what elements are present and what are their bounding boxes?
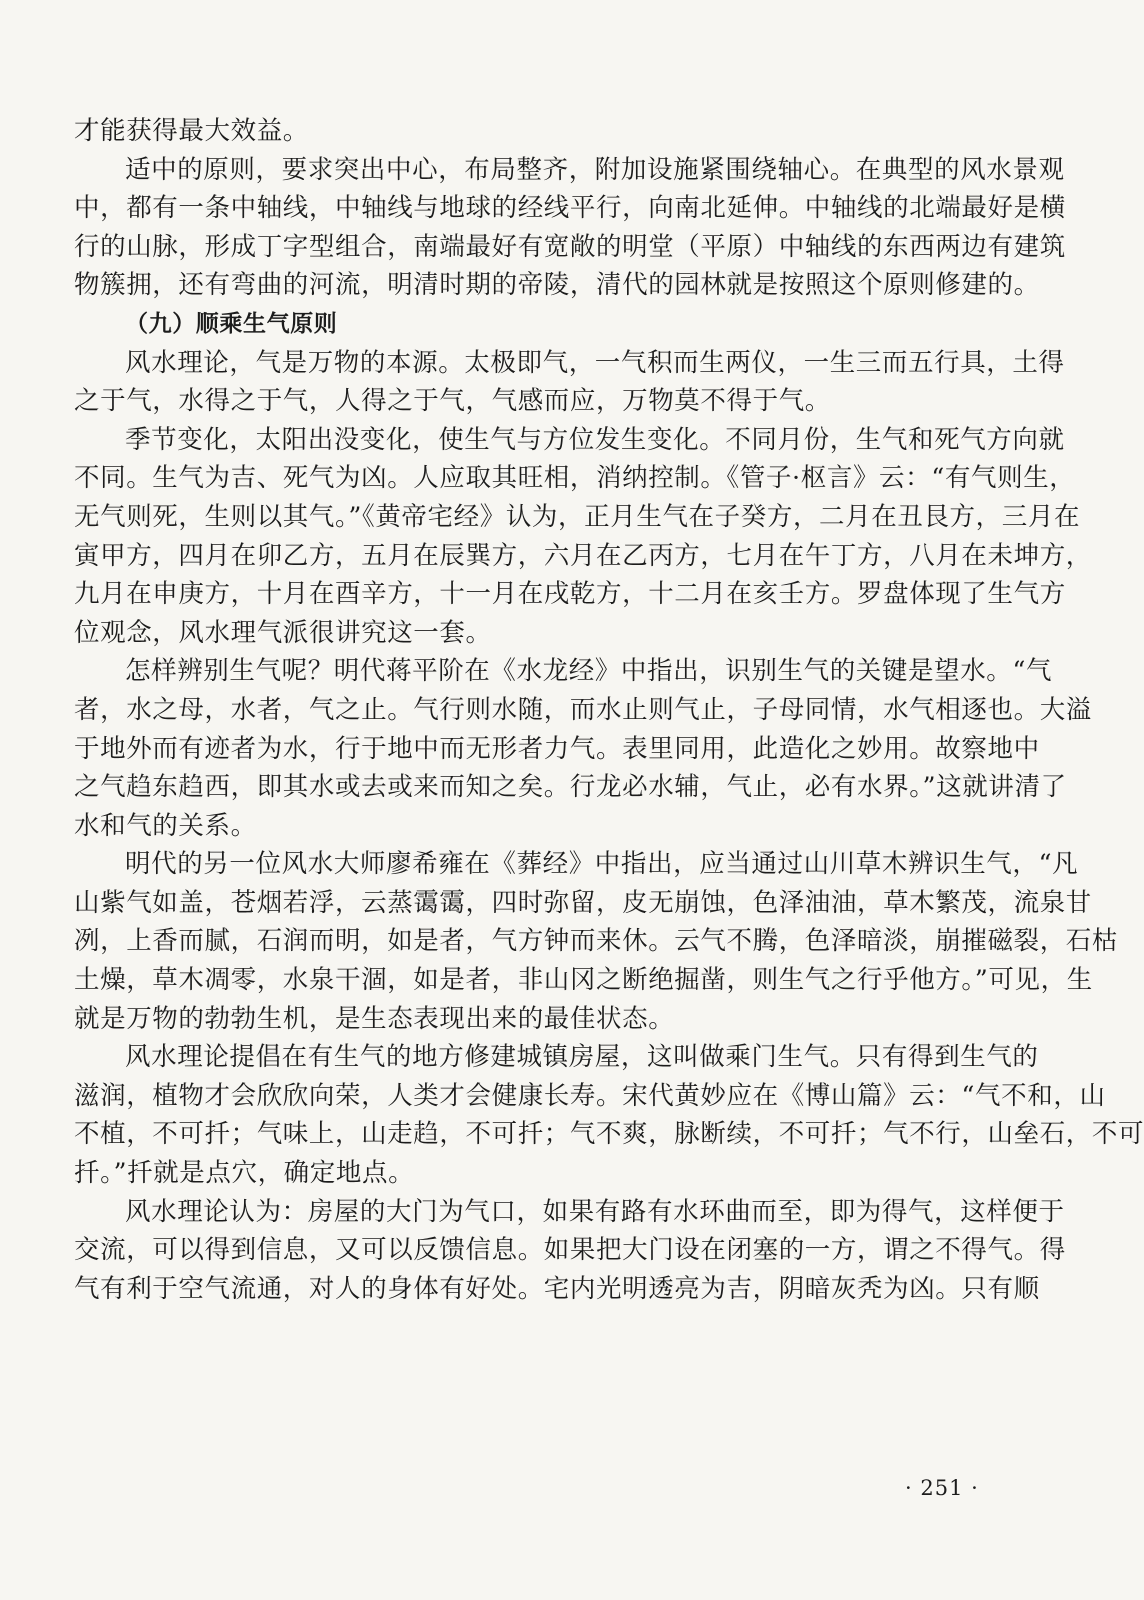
- text-line: 风水理论认为：房屋的大门为气口，如果有路有水环曲而至，即为得气，这样便于: [125, 1196, 1065, 1227]
- text-line: 九月在申庚方，十月在酉辛方，十一月在戌乾方，十二月在亥壬方。罗盘体现了生气方: [74, 579, 1066, 610]
- section-heading: （九）顺乘生气原则: [125, 310, 338, 337]
- text-line: 土燥，草木凋零，水泉干涸，如是者，非山冈之断绝掘凿，则生气之行乎他方。”可见，生: [74, 965, 1093, 996]
- text-line: 之气趋东趋西，即其水或去或来而知之矣。行龙必水辅，气止，必有水界。”这就讲清了: [74, 772, 1067, 803]
- text-line: 之于气，水得之于气，人得之于气，气感而应，万物莫不得于气。: [74, 386, 831, 417]
- text-line: 风水理论，气是万物的本源。太极即气，一气积而生两仪，一生三而五行具，土得: [125, 347, 1065, 378]
- text-line: 气有利于空气流通，对人的身体有好处。宅内光明透亮为吉，阴暗灰秃为凶。只有顺: [74, 1273, 1040, 1304]
- text-line: 无气则死，生则以其气。”《黄帝宅经》认为，正月生气在子癸方，二月在丑艮方，三月在: [74, 501, 1081, 532]
- text-line: 者，水之母，水者，气之止。气行则水随，而水止则气止，子母同情，水气相逐也。大溢: [74, 694, 1092, 725]
- text-line: 不同。生气为吉、死气为凶。人应取其旺相，消纳控制。《管子·枢言》云：“有气则生，: [74, 463, 1076, 494]
- text-line: 扦。”扦就是点穴，确定地点。: [74, 1158, 415, 1189]
- text-line: 行的山脉，形成丁字型组合，南端最好有宽敞的明堂（平原）中轴线的东西两边有建筑: [74, 231, 1066, 262]
- text-line: 山紫气如盖，苍烟若浮，云蒸霭霭，四时弥留，皮无崩蚀，色泽油油，草木繁茂，流泉甘: [74, 887, 1092, 918]
- page-body: [74, 112, 1144, 1308]
- text-line: 水和气的关系。: [74, 810, 257, 841]
- text-line: 季节变化，太阳出没变化，使生气与方位发生变化。不同月份，生气和死气方向就: [125, 424, 1065, 455]
- text-line: 怎样辨别生气呢？明代蒋平阶在《水龙经》中指出，识别生气的关键是望水。“气: [125, 656, 1053, 687]
- page-number: · 251 ·: [905, 1476, 979, 1500]
- text-line: 于地外而有迹者为水，行于地中而无形者力气。表里同用，此造化之妙用。故察地中: [74, 733, 1040, 764]
- text-line: 位观念，风水理气派很讲究这一套。: [74, 617, 492, 648]
- text-line: 中，都有一条中轴线，中轴线与地球的经线平行，向南北延伸。中轴线的北端最好是横: [74, 193, 1066, 224]
- text-line: 交流，可以得到信息，又可以反馈信息。如果把大门设在闭塞的一方，谓之不得气。得: [74, 1235, 1066, 1266]
- text-line: 才能获得最大效益。: [74, 116, 309, 146]
- text-line: 寅甲方，四月在卯乙方，五月在辰巽方，六月在乙丙方，七月在午丁方，八月在未坤方，: [74, 540, 1092, 571]
- text-line: 就是万物的勃勃生机，是生态表现出来的最佳状态。: [74, 1003, 675, 1034]
- text-line: 明代的另一位风水大师廖希雍在《葬经》中指出，应当通过山川草木辨识生气，“凡: [125, 849, 1079, 880]
- text-line: 滋润，植物才会欣欣向荣，人类才会健康长寿。宋代黄妙应在《博山篇》云：“气不和，山: [74, 1080, 1106, 1111]
- text-line: 不植，不可扦；气味上，山走趋，不可扦；气不爽，脉断续，不可扦；气不行，山垒石，不可: [74, 1119, 1144, 1150]
- text-line: 适中的原则，要求突出中心，布局整齐，附加设施紧围绕轴心。在典型的风水景观: [125, 154, 1065, 185]
- text-line: 风水理论提倡在有生气的地方修建城镇房屋，这叫做乘门生气。只有得到生气的: [125, 1042, 1039, 1073]
- text-line: 物簇拥，还有弯曲的河流，明清时期的帝陵，清代的园林就是按照这个原则修建的。: [74, 270, 1040, 301]
- text-line: 冽，上香而腻，石润而明，如是者，气方钟而来休。云气不腾，色泽暗淡，崩摧磁裂，石枯: [74, 926, 1119, 957]
